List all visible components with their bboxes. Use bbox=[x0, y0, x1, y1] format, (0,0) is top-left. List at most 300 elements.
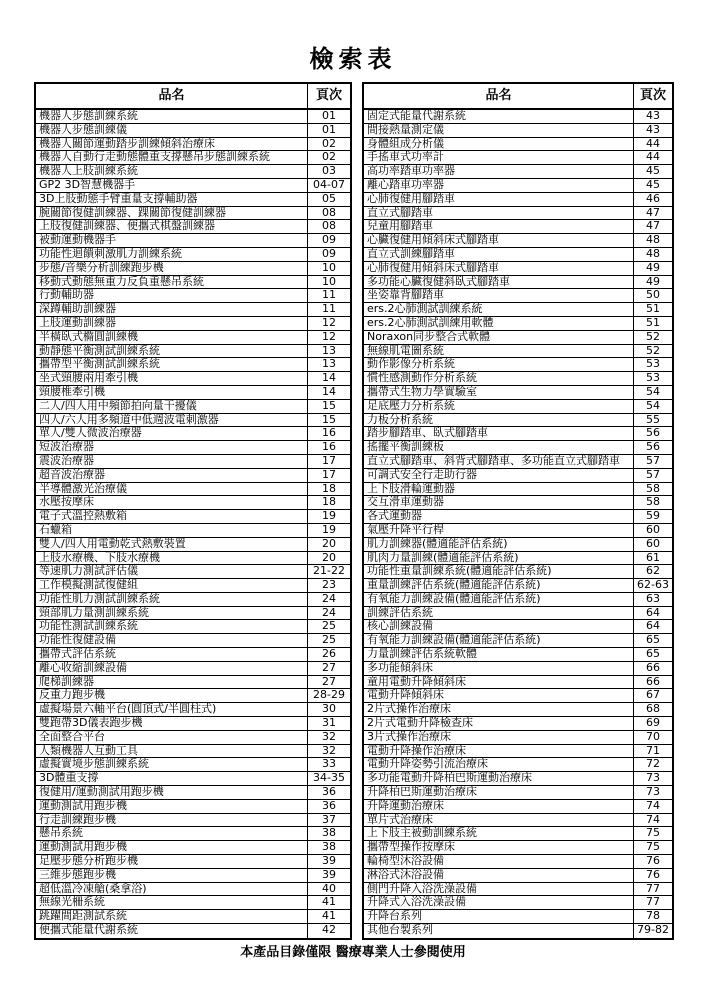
table-row bbox=[36, 689, 350, 703]
item-name: 超低溫冷凍艙(桑拿浴) bbox=[36, 883, 308, 896]
item-name: ers.2心肺測試訓練系統 bbox=[364, 303, 634, 316]
header-page-number: 頁次 bbox=[639, 88, 666, 103]
item-page-number: 56 bbox=[646, 427, 660, 440]
item-page-number: 14 bbox=[322, 372, 336, 385]
item-page-number: 59 bbox=[646, 510, 660, 523]
item-name: 水壓按摩床 bbox=[36, 496, 308, 509]
table-row bbox=[364, 593, 672, 607]
table-row bbox=[36, 138, 350, 152]
table-row bbox=[364, 441, 672, 455]
table-row bbox=[36, 358, 350, 372]
item-page-number: 39 bbox=[322, 855, 336, 868]
table-row bbox=[364, 455, 672, 469]
table-row bbox=[364, 924, 672, 938]
item-name: 半橫臥式橢圓訓練機 bbox=[36, 331, 308, 344]
item-name: 童用電動升降傾斜床 bbox=[364, 676, 634, 689]
item-name: 肌肉力量訓練(體適能評估系統) bbox=[364, 552, 634, 565]
item-page-number: 32 bbox=[322, 744, 336, 757]
item-name: 腕關節復健訓練器、踝關節復健訓練器 bbox=[36, 207, 308, 220]
item-name: 離心收縮訓練設備 bbox=[36, 662, 308, 675]
table-row bbox=[364, 800, 672, 814]
item-name: 肌力訓練器(體適能評估系統) bbox=[364, 538, 634, 551]
item-name: 虛擬實境步態訓練系統 bbox=[36, 758, 308, 771]
item-page-number: 34-35 bbox=[313, 772, 345, 785]
table-row bbox=[364, 786, 672, 800]
item-name: 上下肢主被動訓練系統 bbox=[364, 827, 634, 840]
table-row bbox=[364, 427, 672, 441]
item-name: 可調式安全行走助行器 bbox=[364, 469, 634, 482]
table-row bbox=[36, 386, 350, 400]
item-page-number: 04-07 bbox=[313, 178, 345, 191]
item-page-number: 66 bbox=[646, 675, 660, 688]
item-page-number: 21-22 bbox=[313, 565, 345, 578]
item-name: 機器人上肢訓練系統 bbox=[36, 165, 308, 178]
table-row bbox=[36, 179, 350, 193]
item-page-number: 24 bbox=[322, 592, 336, 605]
table-row bbox=[36, 552, 350, 566]
table-row bbox=[364, 234, 672, 248]
table-row bbox=[364, 689, 672, 703]
item-name: 功能性復健設備 bbox=[36, 634, 308, 647]
table-row bbox=[36, 676, 350, 690]
item-page-number: 11 bbox=[322, 303, 336, 316]
table-row bbox=[36, 276, 350, 290]
table-row bbox=[36, 234, 350, 248]
item-name: 半導體激光治療儀 bbox=[36, 483, 308, 496]
item-name: 電動升降姿勢引流治療床 bbox=[364, 758, 634, 771]
item-page-number: 31 bbox=[322, 717, 336, 730]
item-page-number: 70 bbox=[646, 730, 660, 743]
item-name: 機器人步態訓練儀 bbox=[36, 124, 308, 137]
table-row bbox=[364, 124, 672, 138]
item-name: 移動式動態無重力反負重懸吊系統 bbox=[36, 276, 308, 289]
index-table-left bbox=[34, 82, 352, 940]
item-page-number: 67 bbox=[646, 689, 660, 702]
item-page-number: 13 bbox=[322, 358, 336, 371]
table-row bbox=[36, 483, 350, 497]
table-row bbox=[364, 731, 672, 745]
table-row bbox=[36, 924, 350, 938]
item-page-number: 13 bbox=[322, 344, 336, 357]
item-name: 反重力跑步機 bbox=[36, 689, 308, 702]
item-name: 步態/音樂分析訓練跑步機 bbox=[36, 262, 308, 275]
item-page-number: 60 bbox=[646, 537, 660, 550]
table-row bbox=[36, 703, 350, 717]
item-name: ers.2心肺測試訓練用軟體 bbox=[364, 317, 634, 330]
item-name: 攜帶式生物力學實驗室 bbox=[364, 386, 634, 399]
table-row bbox=[364, 483, 672, 497]
item-page-number: 27 bbox=[322, 675, 336, 688]
table-row bbox=[36, 855, 350, 869]
table-row bbox=[36, 469, 350, 483]
table-row bbox=[36, 193, 350, 207]
item-page-number: 61 bbox=[646, 551, 660, 564]
header-item-name: 品名 bbox=[36, 84, 308, 108]
table-row bbox=[36, 745, 350, 759]
table-row bbox=[364, 883, 672, 897]
item-page-number: 16 bbox=[322, 427, 336, 440]
item-page-number: 38 bbox=[322, 841, 336, 854]
item-page-number: 03 bbox=[322, 165, 336, 178]
item-page-number: 11 bbox=[322, 289, 336, 302]
item-page-number: 47 bbox=[646, 206, 660, 219]
item-page-number: 64 bbox=[646, 606, 660, 619]
item-page-number: 25 bbox=[322, 620, 336, 633]
item-name: 無線肌電圖系統 bbox=[364, 345, 634, 358]
table-row bbox=[364, 814, 672, 828]
item-name: 雙跑帶3D儀表跑步機 bbox=[36, 717, 308, 730]
table-row bbox=[36, 579, 350, 593]
item-name: 復健用/運動測試用跑步機 bbox=[36, 786, 308, 799]
table-row bbox=[36, 207, 350, 221]
item-name: 爬梯訓練器 bbox=[36, 676, 308, 689]
table-row bbox=[36, 869, 350, 883]
item-page-number: 52 bbox=[646, 344, 660, 357]
index-table-right bbox=[362, 82, 674, 940]
item-page-number: 72 bbox=[646, 758, 660, 771]
item-name: 直立式訓練腳踏車 bbox=[364, 248, 634, 261]
item-page-number: 19 bbox=[322, 523, 336, 536]
item-page-number: 56 bbox=[646, 441, 660, 454]
table-row bbox=[36, 648, 350, 662]
table-row bbox=[36, 289, 350, 303]
item-name: 交互滑車運動器 bbox=[364, 496, 634, 509]
item-page-number: 51 bbox=[646, 303, 660, 316]
item-page-number: 42 bbox=[322, 924, 336, 937]
table-row bbox=[364, 220, 672, 234]
item-name: 其他台製系列 bbox=[364, 924, 634, 938]
item-name: 震波治療器 bbox=[36, 455, 308, 468]
table-row bbox=[36, 841, 350, 855]
table-row bbox=[36, 634, 350, 648]
table-row bbox=[364, 414, 672, 428]
table-row bbox=[36, 731, 350, 745]
table-row bbox=[364, 579, 672, 593]
item-page-number: 19 bbox=[322, 510, 336, 523]
table-row bbox=[36, 662, 350, 676]
table-row bbox=[36, 593, 350, 607]
table-row bbox=[36, 345, 350, 359]
item-name: 心臟復健用傾斜床式腳踏車 bbox=[364, 234, 634, 247]
table-row bbox=[364, 317, 672, 331]
item-page-number: 64 bbox=[646, 620, 660, 633]
item-page-number: 51 bbox=[646, 316, 660, 329]
item-name: 心肺復健用傾斜床式腳踏車 bbox=[364, 262, 634, 275]
item-name: 攜帶型操作按摩床 bbox=[364, 841, 634, 854]
item-name: 固定式能量代謝系統 bbox=[364, 110, 634, 123]
item-page-number: 52 bbox=[646, 330, 660, 343]
item-name: 手搖車式功率計 bbox=[364, 151, 634, 164]
table-row bbox=[36, 220, 350, 234]
item-name: 升降柏巴斯運動治療床 bbox=[364, 786, 634, 799]
item-name: 3D上肢動態手臂重量支撐輔助器 bbox=[36, 193, 308, 206]
table-row bbox=[36, 758, 350, 772]
table-row bbox=[364, 648, 672, 662]
item-page-number: 02 bbox=[322, 151, 336, 164]
table-row bbox=[364, 510, 672, 524]
item-page-number: 27 bbox=[322, 661, 336, 674]
item-name: 有氧能力訓練設備(體適能評估系統) bbox=[364, 593, 634, 606]
table-row bbox=[364, 193, 672, 207]
table-row bbox=[36, 607, 350, 621]
table-row bbox=[36, 427, 350, 441]
item-page-number: 78 bbox=[646, 910, 660, 923]
item-name: 多功能心臟復健斜臥式腳踏車 bbox=[364, 276, 634, 289]
table-row bbox=[36, 717, 350, 731]
item-name: 高功率踏車功率器 bbox=[364, 165, 634, 178]
item-name: 坐姿靠背腳踏車 bbox=[364, 289, 634, 302]
table-row bbox=[36, 827, 350, 841]
table-row bbox=[364, 289, 672, 303]
table-row bbox=[364, 703, 672, 717]
table-row bbox=[36, 565, 350, 579]
table-row bbox=[364, 869, 672, 883]
item-page-number: 65 bbox=[646, 634, 660, 647]
table-row bbox=[364, 896, 672, 910]
item-page-number: 23 bbox=[322, 579, 336, 592]
header-item-name: 品名 bbox=[364, 84, 634, 108]
item-name: 上肢水療機、下肢水療機 bbox=[36, 552, 308, 565]
item-page-number: 20 bbox=[322, 551, 336, 564]
item-page-number: 40 bbox=[322, 882, 336, 895]
item-name: 力板分析系統 bbox=[364, 414, 634, 427]
table-row bbox=[364, 331, 672, 345]
item-name: 2片式操作治療床 bbox=[364, 703, 634, 716]
table-row bbox=[364, 620, 672, 634]
item-page-number: 48 bbox=[646, 234, 660, 247]
table-row bbox=[36, 786, 350, 800]
item-name: 坐式頸腰兩用牽引機 bbox=[36, 372, 308, 385]
table-row bbox=[364, 138, 672, 152]
item-name: 機器人關節運動踏步訓練傾斜治療床 bbox=[36, 138, 308, 151]
item-page-number: 54 bbox=[646, 399, 660, 412]
item-page-number: 36 bbox=[322, 799, 336, 812]
item-name: 便攜式能量代謝系統 bbox=[36, 924, 308, 938]
table-row bbox=[364, 758, 672, 772]
table-row bbox=[364, 827, 672, 841]
item-name: 上肢復健訓練器、便攜式棋盤訓練器 bbox=[36, 220, 308, 233]
item-name: 攜帶式評估系統 bbox=[36, 648, 308, 661]
table-row bbox=[364, 372, 672, 386]
item-name: 電子式溫控熱敷箱 bbox=[36, 510, 308, 523]
item-name: 跳躍間距測試系統 bbox=[36, 910, 308, 923]
item-name: 升降式入浴洗澡設備 bbox=[364, 896, 634, 909]
item-name: 單人/雙人微波治療器 bbox=[36, 427, 308, 440]
table-row bbox=[36, 248, 350, 262]
item-page-number: 49 bbox=[646, 261, 660, 274]
item-page-number: 55 bbox=[646, 413, 660, 426]
table-row bbox=[364, 565, 672, 579]
item-name: 動靜態平衡測試訓練系統 bbox=[36, 345, 308, 358]
table-row bbox=[36, 510, 350, 524]
item-page-number: 02 bbox=[322, 137, 336, 150]
item-page-number: 47 bbox=[646, 220, 660, 233]
item-page-number: 57 bbox=[646, 468, 660, 481]
item-name: 踏步腳踏車、臥式腳踏車 bbox=[364, 427, 634, 440]
table-row bbox=[364, 634, 672, 648]
item-name: 功能性迴饋刺激肌力訓練系統 bbox=[36, 248, 308, 261]
table-row bbox=[36, 331, 350, 345]
item-page-number: 05 bbox=[322, 192, 336, 205]
item-page-number: 60 bbox=[646, 523, 660, 536]
item-name: 2片式電動升降檢查床 bbox=[364, 717, 634, 730]
item-name: 頸部肌力量測訓練系統 bbox=[36, 607, 308, 620]
item-page-number: 69 bbox=[646, 717, 660, 730]
item-page-number: 75 bbox=[646, 841, 660, 854]
item-name: 電動升降傾斜床 bbox=[364, 689, 634, 702]
item-page-number: 76 bbox=[646, 868, 660, 881]
table-row bbox=[36, 165, 350, 179]
item-page-number: 14 bbox=[322, 385, 336, 398]
item-name: 輪椅型沐浴設備 bbox=[364, 855, 634, 868]
item-name: 虛擬場景六軸平台(圓頂式/半圓柱式) bbox=[36, 703, 308, 716]
item-page-number: 75 bbox=[646, 827, 660, 840]
item-name: 淋浴式沐浴設備 bbox=[364, 869, 634, 882]
item-page-number: 17 bbox=[322, 468, 336, 481]
item-page-number: 09 bbox=[322, 234, 336, 247]
item-name: 離心踏車功率器 bbox=[364, 179, 634, 192]
item-name: 功能性重量訓練系統(體適能評估系統) bbox=[364, 565, 634, 578]
table-row bbox=[36, 496, 350, 510]
item-page-number: 36 bbox=[322, 786, 336, 799]
item-name: 側門升降入浴洗澡設備 bbox=[364, 883, 634, 896]
item-page-number: 28-29 bbox=[313, 689, 345, 702]
table-row bbox=[364, 469, 672, 483]
item-page-number: 46 bbox=[646, 192, 660, 205]
item-page-number: 12 bbox=[322, 316, 336, 329]
table-row bbox=[36, 317, 350, 331]
table-row bbox=[364, 400, 672, 414]
item-name: 功能性測試訓練系統 bbox=[36, 620, 308, 633]
item-page-number: 10 bbox=[322, 261, 336, 274]
table-row bbox=[364, 524, 672, 538]
item-name: 頸腰椎牽引機 bbox=[36, 386, 308, 399]
table-row bbox=[364, 303, 672, 317]
item-page-number: 17 bbox=[322, 454, 336, 467]
table-row bbox=[36, 441, 350, 455]
item-name: 單片式治療床 bbox=[364, 814, 634, 827]
footer-note: 本產品目錄僅限 醫療專業人士參閱使用 bbox=[240, 945, 466, 960]
table-row bbox=[36, 372, 350, 386]
table-row bbox=[36, 800, 350, 814]
table-header bbox=[36, 84, 350, 110]
item-page-number: 45 bbox=[646, 165, 660, 178]
table-row bbox=[364, 538, 672, 552]
item-name: Noraxon同步整合式軟體 bbox=[364, 331, 634, 344]
item-page-number: 74 bbox=[646, 813, 660, 826]
item-name: 氣壓升降平行桿 bbox=[364, 524, 634, 537]
table-row bbox=[364, 552, 672, 566]
item-name: 雙人/四人用電動乾式熱敷裝置 bbox=[36, 538, 308, 551]
item-name: 行走訓練跑步機 bbox=[36, 814, 308, 827]
table-row bbox=[36, 414, 350, 428]
item-page-number: 24 bbox=[322, 606, 336, 619]
table-row bbox=[364, 358, 672, 372]
table-row bbox=[364, 386, 672, 400]
item-page-number: 12 bbox=[322, 330, 336, 343]
table-row bbox=[364, 151, 672, 165]
item-page-number: 43 bbox=[646, 123, 660, 136]
item-name: 兒童用腳踏車 bbox=[364, 220, 634, 233]
page-title: 檢索表 bbox=[309, 45, 397, 73]
item-name: 人類機器人互動工具 bbox=[36, 745, 308, 758]
item-name: 升降台系列 bbox=[364, 910, 634, 923]
table-row bbox=[364, 607, 672, 621]
table-row bbox=[36, 400, 350, 414]
table-row bbox=[36, 896, 350, 910]
item-name: 工作模擬測試復健組 bbox=[36, 579, 308, 592]
item-name: 懸吊系統 bbox=[36, 827, 308, 840]
table-row bbox=[36, 538, 350, 552]
item-page-number: 44 bbox=[646, 151, 660, 164]
item-name: 超音波治療器 bbox=[36, 469, 308, 482]
item-name: 足底壓力分析系統 bbox=[364, 400, 634, 413]
item-page-number: 50 bbox=[646, 289, 660, 302]
table-row bbox=[364, 841, 672, 855]
item-page-number: 09 bbox=[322, 247, 336, 260]
item-page-number: 08 bbox=[322, 220, 336, 233]
table-row bbox=[364, 179, 672, 193]
item-page-number: 01 bbox=[322, 110, 336, 122]
table-row bbox=[36, 524, 350, 538]
item-page-number: 53 bbox=[646, 358, 660, 371]
item-name: 被動運動機器手 bbox=[36, 234, 308, 247]
item-page-number: 77 bbox=[646, 882, 660, 895]
table-row bbox=[364, 772, 672, 786]
table-row bbox=[36, 814, 350, 828]
item-page-number: 16 bbox=[322, 441, 336, 454]
item-page-number: 66 bbox=[646, 661, 660, 674]
table-row bbox=[364, 910, 672, 924]
item-page-number: 57 bbox=[646, 454, 660, 467]
item-page-number: 76 bbox=[646, 855, 660, 868]
item-page-number: 43 bbox=[646, 110, 660, 122]
item-page-number: 41 bbox=[322, 910, 336, 923]
item-page-number: 33 bbox=[322, 758, 336, 771]
item-name: 重量訓練評估系統(體適能評估系統) bbox=[364, 579, 634, 592]
item-page-number: 26 bbox=[322, 648, 336, 661]
table-row bbox=[364, 207, 672, 221]
item-page-number: 77 bbox=[646, 896, 660, 909]
item-name: 身體組成分析儀 bbox=[364, 138, 634, 151]
table-row bbox=[364, 110, 672, 124]
item-name: 慣性感測動作分析系統 bbox=[364, 372, 634, 385]
item-name: 上肢運動訓練器 bbox=[36, 317, 308, 330]
item-page-number: 15 bbox=[322, 399, 336, 412]
table-row bbox=[364, 276, 672, 290]
item-name: 電動升降操作治療床 bbox=[364, 745, 634, 758]
item-page-number: 63 bbox=[646, 592, 660, 605]
item-page-number: 65 bbox=[646, 648, 660, 661]
item-page-number: 45 bbox=[646, 178, 660, 191]
item-name: 短波治療器 bbox=[36, 441, 308, 454]
item-page-number: 54 bbox=[646, 385, 660, 398]
item-name: 功能性肌力測試訓練系統 bbox=[36, 593, 308, 606]
item-page-number: 73 bbox=[646, 786, 660, 799]
item-page-number: 32 bbox=[322, 730, 336, 743]
item-name: 多功能傾斜床 bbox=[364, 662, 634, 675]
item-page-number: 53 bbox=[646, 372, 660, 385]
item-name: 各式運動器 bbox=[364, 510, 634, 523]
item-name: 核心訓練設備 bbox=[364, 620, 634, 633]
item-page-number: 58 bbox=[646, 482, 660, 495]
item-page-number: 01 bbox=[322, 123, 336, 136]
item-name: 多功能電動升降柏巴斯運動治療床 bbox=[364, 772, 634, 785]
item-page-number: 20 bbox=[322, 537, 336, 550]
table-row bbox=[364, 262, 672, 276]
item-name: 運動測試用跑步機 bbox=[36, 800, 308, 813]
item-page-number: 18 bbox=[322, 496, 336, 509]
